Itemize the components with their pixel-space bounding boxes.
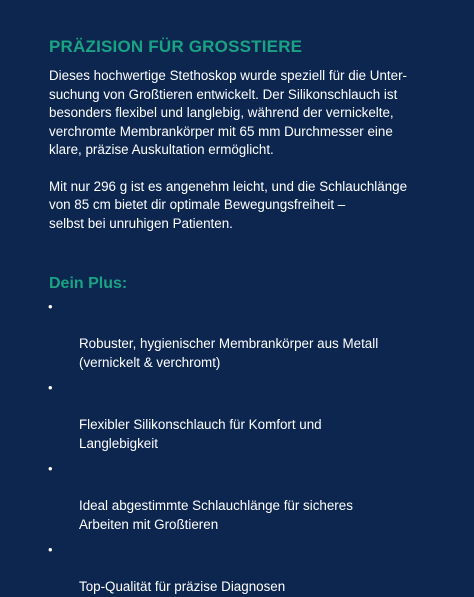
bullet-icon: • [48,542,53,557]
benefit-item [49,460,454,534]
bullet-icon: • [48,299,53,314]
benefit-item [49,541,454,597]
benefit-text: Top-Qualität für präzise Diagnosen [79,579,286,594]
description-paragraph-1: Dieses hochwertige Stethoskop wurde speziell für die Unter- suchung von Großtieren entwickelt. Der Silikonschlauch ist besonders flexibel und langlebig, während der vernickelte, verchromte Membrankörper mit 65 mm Durchmesser eine klare, präzise Auskultation ermöglicht. [49,68,408,157]
benefits-heading: Dein Plus: [49,275,128,292]
benefit-text: Robuster, hygienischer Membrankörper aus Metall (vernickelt & verchromt) [79,336,379,370]
section-heading: PRÄZISION FÜR GROSSTIERE [49,37,303,56]
bullet-icon: • [48,461,53,476]
benefit-text: Flexibler Silikonschlauch für Komfort und Langlebigkeit [79,417,322,451]
description-paragraph-2: Mit nur 296 g ist es angenehm leicht, und die Schlauchlänge von 85 cm bietet dir optimale Bewegungsfreiheit – selbst bei unruhigen Patienten. [49,178,408,231]
benefit-item [49,379,454,453]
benefit-item [49,298,454,372]
benefit-text: Ideal abgestimmte Schlauchlänge für sicheres Arbeiten mit Großtieren [79,498,353,532]
benefits-list [49,298,454,597]
bullet-icon: • [48,380,53,395]
